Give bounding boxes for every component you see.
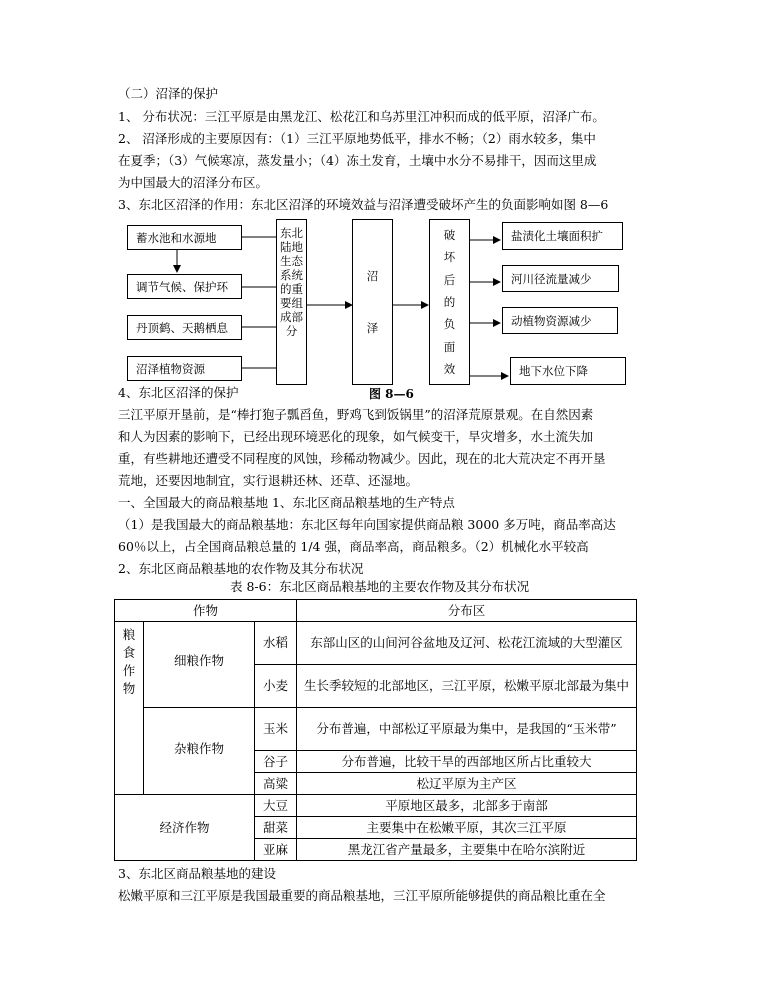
paragraph-line: 三江平原开垦前，是“棒打狍子瓢舀鱼，野鸡飞到饭锅里”的沼泽荒原景观。在自然因素	[118, 407, 594, 422]
coarse-grain-cell: 杂粮作物	[144, 708, 255, 795]
ecosystem-text: 的重	[280, 282, 303, 296]
ecosystem-text: 分	[285, 324, 298, 338]
ecosystem-box	[276, 219, 307, 385]
paragraph-line: 和人为因素的影响下，已经出现环境恶化的现象，如气候变干，旱灾增多，水土流失加	[118, 429, 594, 444]
fine-grain-cell: 细粮作物	[144, 622, 255, 708]
impact-box-groundwater: 地下水位下降	[510, 357, 626, 385]
destruction-text: 坏	[443, 250, 456, 265]
table-row	[115, 708, 637, 751]
grain-crops-cell	[115, 622, 144, 795]
impact-box-runoff: 河川径流量减少	[502, 265, 619, 292]
destruction-text: 后	[443, 272, 456, 287]
ecosystem-text: 成部	[280, 310, 303, 324]
crop-cell: 谷子	[255, 751, 297, 773]
destruction-text: 效	[443, 361, 456, 376]
grain-text: 作	[122, 663, 136, 678]
paragraph-line: （1）是我国最大的商品粮基地：东北区每年向国家提供商品粮 3000 多万吨，商品率高达	[118, 517, 616, 532]
figure-caption: 图 8—6	[369, 387, 414, 401]
destruction-text: 的	[443, 294, 456, 309]
source-box-reservoir: 蓄水池和水源地	[127, 225, 242, 250]
paragraph-line: 2、东北区商品粮基地的农作物及其分布状况	[118, 561, 364, 576]
source-box-climate: 调节气候、保护环	[127, 274, 242, 299]
grain-text: 食	[122, 645, 136, 660]
table-row	[115, 622, 637, 665]
crop-cell: 高粱	[255, 773, 297, 795]
region-cell: 黑龙江省产量最多，主要集中在哈尔滨附近	[297, 839, 637, 861]
crop-cell: 玉米	[255, 708, 297, 751]
table-row	[115, 795, 637, 817]
table-header-row	[115, 600, 637, 622]
paragraph-line: 重，有些耕地还遭受不同程度的风蚀，珍稀动物减少。因此，现在的北大荒决定不再开垦	[118, 451, 606, 466]
paragraph-line: 60％以上，占全国商品粮总量的 1/4 强，商品率高，商品粮多。（2）机械化水平较高	[118, 539, 589, 554]
section-heading-grain-base: 一、全国最大的商品粮基地 1、东北区商品粮基地的生产特点	[118, 495, 455, 510]
destruction-text: 面	[443, 339, 456, 354]
section-heading-protection: 4、东北区沼泽的保护	[118, 385, 239, 400]
paragraph-line: 2、 沼泽形成的主要原因有：（1）三江平原地势低平，排水不畅；（2）雨水较多，集中	[118, 131, 596, 146]
impact-box-salinization: 盐渍化土壤面积扩	[502, 222, 623, 250]
region-cell: 主要集中在松嫩平原，其次三江平原	[297, 817, 637, 839]
ecosystem-text: 陆地	[280, 240, 303, 254]
paragraph-line: 在夏季；（3）气候寒凉，蒸发量小；（4）冻土发育，土壤中水分不易排干，因而这里成	[118, 153, 597, 168]
region-cell: 分布普遍，比较干旱的西部地区所占比重较大	[297, 751, 637, 773]
swamp-text: 沼	[366, 269, 379, 283]
paragraph-line: 3、东北区沼泽的作用：东北区沼泽的环境效益与沼泽遭受破坏产生的负面影响如图 8—6	[118, 197, 609, 212]
destruction-box	[429, 219, 470, 385]
header-region: 分布区	[297, 600, 637, 622]
economic-crops-cell: 经济作物	[115, 795, 255, 861]
grain-text: 物	[122, 681, 136, 696]
ecosystem-text: 系统	[280, 268, 303, 282]
source-box-cranes: 丹顶鹤、天鹅栖息	[127, 315, 242, 340]
destruction-text: 负	[443, 317, 456, 332]
region-cell: 松辽平原为主产区	[297, 773, 637, 795]
paragraph-line: 为中国最大的沼泽分布区。	[118, 175, 269, 190]
paragraph-line: 荒地，还要因地制宜，实行退耕还林、还草、还湿地。	[118, 473, 419, 488]
crop-cell: 大豆	[255, 795, 297, 817]
paragraph-line: 1、 分布状况：三江平原是由黑龙江、松花江和乌苏里江冲积而成的低平原，沼泽广布。	[118, 109, 605, 124]
table-title: 表 8-6：东北区商品粮基地的主要农作物及其分布状况	[230, 579, 530, 594]
ecosystem-text: 东北	[280, 226, 303, 240]
region-cell: 分布普遍，中部松辽平原最为集中，是我国的“玉米带”	[297, 708, 637, 751]
impact-box-resources: 动植物资源减少	[502, 307, 618, 334]
region-cell: 平原地区最多，北部多于南部	[297, 795, 637, 817]
crop-cell: 水稻	[255, 622, 297, 665]
paragraph-line: 松嫩平原和三江平原是我国最重要的商品粮基地，三江平原所能够提供的商品粮比重在全	[118, 888, 606, 903]
ecosystem-text: 要组	[280, 296, 303, 310]
header-crop: 作物	[115, 600, 297, 622]
section-heading-construction: 3、东北区商品粮基地的建设	[118, 866, 276, 881]
destruction-text: 破	[443, 228, 456, 243]
region-cell: 东部山区的山间河谷盆地及辽河、松花江流域的大型灌区	[297, 622, 637, 665]
region-cell: 生长季较短的北部地区，三江平原，松嫩平原北部最为集中	[297, 665, 637, 708]
source-box-plants: 沼泽植物资源	[127, 356, 242, 381]
grain-text: 粮	[122, 627, 136, 642]
swamp-text: 泽	[366, 321, 379, 335]
crop-cell: 甜菜	[255, 817, 297, 839]
crop-distribution-table	[114, 599, 637, 861]
crop-cell: 小麦	[255, 665, 297, 708]
crop-cell: 亚麻	[255, 839, 297, 861]
swamp-box	[352, 219, 393, 385]
section-heading-swamp-protection: （二）沼泽的保护	[118, 86, 219, 101]
ecosystem-text: 生态	[280, 254, 303, 268]
